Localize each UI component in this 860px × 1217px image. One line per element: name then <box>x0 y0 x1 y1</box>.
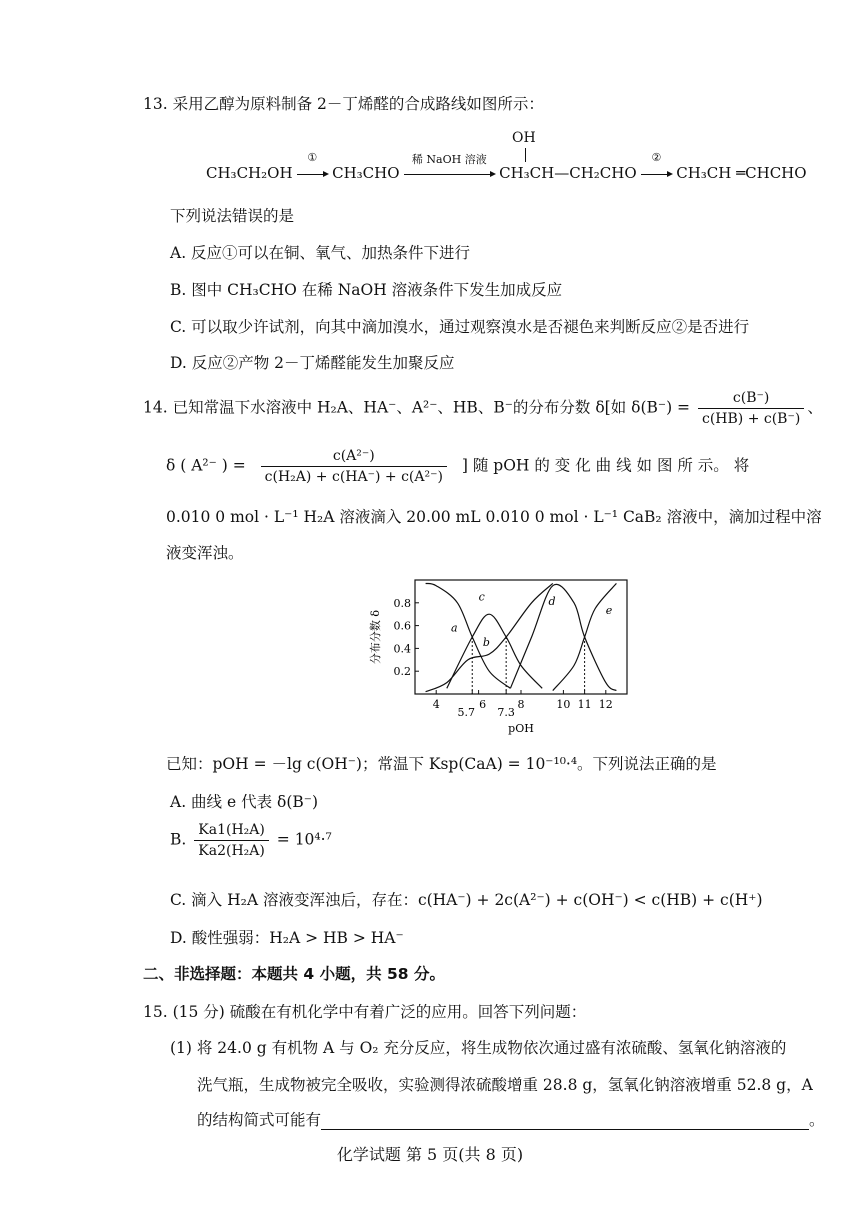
q15-p1-line3-text: 的结构简式可能有 <box>197 1111 322 1129</box>
x-tick-label-5: 10 <box>556 698 571 711</box>
route-arrow-3 <box>641 151 671 182</box>
q14-frac1-tail: 、 <box>807 398 823 417</box>
route-product: CH₃CH ═CHCHO <box>676 164 807 182</box>
route-arrow-1-label: ① <box>307 151 318 164</box>
x-tick-label-0: 4 <box>432 698 440 711</box>
q14-option-a: A. 曲线 e 代表 δ(B⁻) <box>170 793 318 811</box>
q13-option-d: D. 反应②产物 2－丁烯醛能发生加聚反应 <box>170 354 455 372</box>
route-m1: CH₃CHO <box>332 164 400 182</box>
curve-label-a: a <box>451 621 458 635</box>
curve-label-d: d <box>548 595 556 609</box>
q14-line1-text: 14. 已知常温下水溶液中 H₂A、HA⁻、A²⁻、HB、B⁻的分布分数 δ[如 δ(B⁻) = <box>143 398 691 417</box>
route-start: CH₃CH₂OH <box>206 164 293 182</box>
q14-line2-tail: ] 随 pOH 的 变 化 曲 线 如 图 所 示。 将 <box>461 456 750 475</box>
y-tick-label-2: 0.6 <box>393 619 411 633</box>
y-tick-label-1: 0.4 <box>393 642 411 656</box>
route-arrow-2 <box>404 153 494 182</box>
route-oh-label: OH <box>512 130 536 146</box>
route-oh-bond <box>525 148 526 162</box>
synthesis-route <box>206 151 807 182</box>
x-axis-label: pOH <box>508 722 534 735</box>
curve-label-c: c <box>478 590 485 604</box>
q14-option-c: C. 滴入 H₂A 溶液变浑浊后，存在：c(HA⁻) + 2c(A²⁻) + c(OH⁻) < c(HB) + c(H⁺) <box>170 891 763 909</box>
section2-heading: 二、非选择题：本题共 4 小题，共 58 分。 <box>143 965 445 983</box>
q15-p1-line3 <box>197 1108 825 1130</box>
x-tick-label-2: 6 <box>479 698 487 711</box>
q14-fraction-a2 <box>261 448 447 485</box>
x-tick-label-7: 12 <box>598 698 613 711</box>
q14-option-b-fraction <box>194 822 269 859</box>
curve-a <box>426 583 511 688</box>
q14-option-b-prefix: B. <box>170 830 187 849</box>
curve-label-e: e <box>605 604 613 618</box>
y-tick-label-0: 0.2 <box>393 665 411 679</box>
x-tick-label-6: 11 <box>577 698 592 711</box>
answer-blank[interactable] <box>321 1113 809 1130</box>
q15-title: 15. (15 分) 硫酸在有机化学中有着广泛的应用。回答下列问题： <box>143 1003 587 1021</box>
x-tick-label-1: 5.7 <box>457 706 475 719</box>
q14-option-b-tail: = 10⁴·⁷ <box>276 830 332 849</box>
curve-label-b: b <box>482 636 490 650</box>
q13-option-a: A. 反应①可以在铜、氧气、加热条件下进行 <box>170 244 471 262</box>
x-tick-label-3: 7.3 <box>497 706 515 719</box>
q14-frac1-num: c(B⁻) <box>698 390 804 409</box>
q14-frac1-den: c(HB) + c(B⁻) <box>701 411 801 427</box>
q13-prompt: 下列说法错误的是 <box>170 207 295 225</box>
route-arrow-1 <box>297 151 327 182</box>
q15-p1-line1: (1) 将 24.0 g 有机物 A 与 O₂ 充分反应，将生成物依次通过盛有浓硫酸、氢氧化钠溶液的 <box>170 1039 787 1057</box>
route-arrow-2-label: 稀 NaOH 溶液 <box>411 153 487 166</box>
route-m2: CH₃CH—CH₂CHO <box>499 164 637 182</box>
page-footer: 化学试题 第 5 页(共 8 页) <box>336 1145 524 1164</box>
q14-frac2-den: c(H₂A) + c(HA⁻) + c(A²⁻) <box>264 469 443 485</box>
q13-option-b: B. 图中 CH₃CHO 在稀 NaOH 溶液条件下发生加成反应 <box>170 281 563 299</box>
q14-given: 已知：pOH = －lg c(OH⁻)；常温下 Ksp(CaA) = 10⁻¹⁰·⁴。下列说法正确的是 <box>166 755 717 773</box>
x-tick-label-4: 8 <box>517 698 525 711</box>
y-tick-label-3: 0.8 <box>393 596 411 610</box>
q14-frac2-num: c(A²⁻) <box>261 448 447 467</box>
plot-frame <box>415 580 627 694</box>
q14-optb-num: Ka1(H₂A) <box>194 822 269 841</box>
q14-optb-den: Ka2(H₂A) <box>198 843 265 859</box>
q14-line2 <box>166 448 749 485</box>
q14-option-d: D. 酸性强弱：H₂A > HB > HA⁻ <box>170 929 404 947</box>
y-axis-label: 分布分数 δ <box>369 609 382 665</box>
q14-line2-head: δ ( A²⁻ ) = <box>166 456 246 475</box>
q14-line1 <box>143 390 823 427</box>
q14-line4: 液变浑浊。 <box>166 544 244 562</box>
q13-option-c: C. 可以取少许试剂，向其中滴加溴水，通过观察溴水是否褪色来判断反应②是否进行 <box>170 318 750 336</box>
q14-line3: 0.010 0 mol · L⁻¹ H₂A 溶液滴入 20.00 mL 0.010 0 mol · L⁻¹ CaB₂ 溶液中，滴加过程中溶 <box>166 508 822 526</box>
route-arrow-3-label: ② <box>651 151 662 164</box>
distribution-chart <box>365 572 640 737</box>
q15-p1-end: 。 <box>809 1111 825 1129</box>
q13-title: 13. 采用乙醇为原料制备 2－丁烯醛的合成路线如图所示： <box>143 95 544 113</box>
q14-fraction-b <box>698 390 804 427</box>
q14-option-b <box>170 822 332 859</box>
q15-p1-line2: 洗气瓶，生成物被完全吸收，实验测得浓硫酸增重 28.8 g，氢氧化钠溶液增重 52.8 g，A <box>197 1076 813 1094</box>
